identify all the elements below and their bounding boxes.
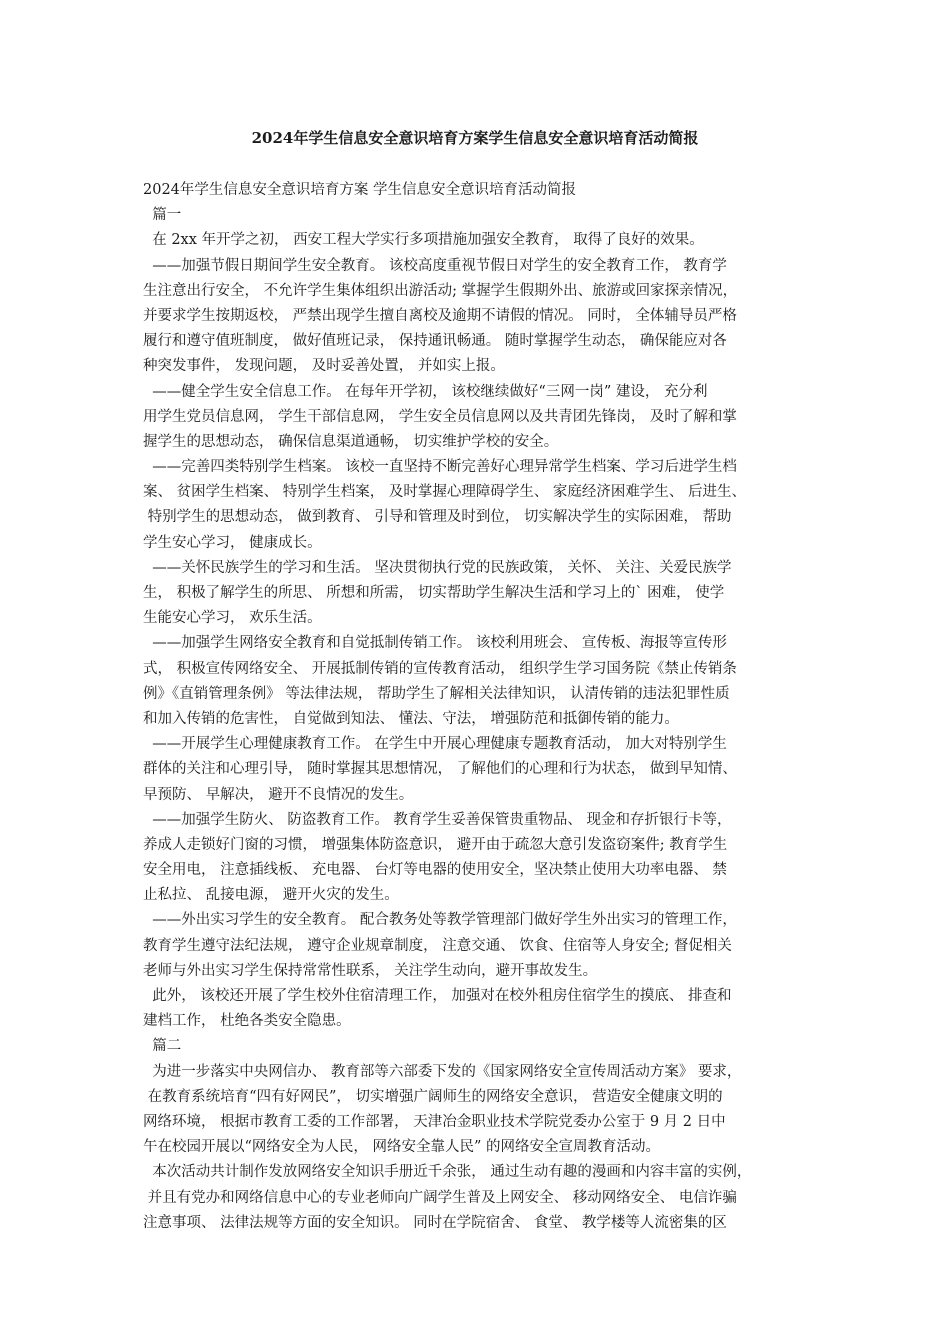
- text-line: 群体的关注和心理引导， 随时掌握其思想情况， 了解他们的心理和行为状态， 做到早知情、: [143, 761, 737, 778]
- text-line: 生注意出行安全， 不允许学生集体组织出游活动; 掌握学生假期外出、旅游或回家探亲情况，: [143, 282, 738, 299]
- text-line: ——关怀民族学生的学习和生活。 坚决贯彻执行党的民族政策， 关怀、 关注、关爱民族学: [143, 559, 732, 576]
- text-line: 注意事项、 法律法规等方面的安全知识。 同时在学院宿舍、 食堂、 教学楼等人流密集的区: [143, 1214, 727, 1231]
- text-line: 早预防、 早解决， 避开不良情况的发生。: [143, 786, 414, 803]
- text-line: 养成人走锁好门窗的习惯， 增强集体防盗意识， 避开由于疏忽大意引发盗窃案件; 教育学生: [143, 836, 728, 853]
- text-line: 为进一步落实中央网信办、 教育部等六部委下发的《国家网络安全宣传周活动方案》 要求，: [143, 1063, 742, 1080]
- text-line: 特别学生的思想动态， 做到教育、 引导和管理及时到位， 切实解决学生的实际困难， 帮助: [143, 509, 732, 526]
- text-line: 在教育系统培育“四有好网民”， 切实增强广阔师生的网络安全意识， 营造安全健康文明的: [143, 1088, 723, 1105]
- text-line: 建档工作， 杜绝各类安全隐患。: [143, 1013, 351, 1030]
- text-line: ——加强学生防火、 防盗教育工作。 教育学生妥善保管贵重物品、 现金和存折银行卡等，: [143, 811, 732, 828]
- text-line: ——完善四类特别学生档案。 该校一直坚持不断完善好心理异常学生档案、学习后进学生档: [143, 459, 737, 476]
- text-line: 老师与外出实习学生保持常常性联系， 关注学生动向，避开事故发生。: [143, 962, 598, 979]
- text-line: 式， 积极宣传网络安全、 开展抵制传销的宣传教育活动， 组织学生学习国务院《禁止传销条: [143, 660, 737, 677]
- document-title: 2024年学生信息安全意识培育方案学生信息安全意识培育活动简报: [251, 129, 699, 147]
- text-line: 在 2xx 年开学之初， 西安工程大学实行多项措施加强安全教育， 取得了良好的效果。: [143, 232, 704, 249]
- text-line: 本次活动共计制作发放网络安全知识手册近千余张， 通过生动有趣的漫画和内容丰富的实例，: [143, 1164, 752, 1181]
- text-line: ——开展学生心理健康教育工作。 在学生中开展心理健康专题教育活动， 加大对特别学生: [143, 736, 727, 753]
- text-line: 和加入传销的危害性， 自觉做到知法、 懂法、守法， 增强防范和抵御传销的能力。: [143, 710, 679, 727]
- text-line: 生能安心学习， 欢乐生活。: [143, 610, 322, 627]
- text-line: 案、 贫困学生档案、 特别学生档案， 及时掌握心理障碍学生、 家庭经济困难学生、 后进生、: [143, 484, 747, 501]
- text-line: ——加强节假日期间学生安全教育。 该校高度重视节假日对学生的安全教育工作， 教育学: [143, 257, 727, 274]
- text-line: 午在校园开展以“网络安全为人民， 网络安全靠人民” 的网络安全宣周教育活动。: [143, 1139, 661, 1156]
- text-line: 用学生党员信息网， 学生干部信息网， 学生安全员信息网以及共青团先锋岗， 及时了解和掌: [143, 408, 737, 425]
- text-line: 例》《直销管理条例》 等法律法规， 帮助学生了解相关法律知识， 认清传销的违法犯罪性质: [143, 685, 730, 702]
- text-line: 教育学生遵守法纪法规， 遵守企业规章制度， 注意交通、 饮食、住宿等人身安全; 督促相关: [143, 937, 732, 954]
- document-subtitle: 2024年学生信息安全意识培育方案 学生信息安全意识培育活动简报: [143, 182, 577, 198]
- text-line: 止私拉、 乱接电源， 避开火灾的发生。: [143, 887, 399, 904]
- text-line: 此外， 该校还开展了学生校外住宿清理工作， 加强对在校外租房住宿学生的摸底、 排查和: [143, 988, 732, 1004]
- text-line: ——外出实习学生的安全教育。 配合教务处等教学管理部门做好学生外出实习的管理工作，: [143, 912, 737, 929]
- text-line: ——加强学生网络安全教育和自觉抵制传销工作。 该校利用班会、 宣传板、海报等宣传形: [143, 635, 727, 652]
- text-line: 安全用电， 注意插线板、 充电器、 台灯等电器的使用安全，坚决禁止使用大功率电器、 禁: [143, 862, 727, 879]
- text-line: 握学生的思想动态， 确保信息渠道通畅， 切实维护学校的安全。: [143, 433, 559, 450]
- text-line: 篇二: [143, 1038, 182, 1055]
- text-line: 种突发事件， 发现问题， 及时妥善处置， 并如实上报。: [143, 358, 505, 375]
- text-line: 网络环境， 根据市教育工委的工作部署， 天津冶金职业技术学院党委办公室于 9 月 2 日中: [143, 1113, 726, 1130]
- text-line: 履行和遵守值班制度， 做好值班记录， 保持通讯畅通。 随时掌握学生动态， 确保能应对各: [143, 333, 727, 350]
- text-line: 学生安心学习， 健康成长。: [143, 534, 322, 551]
- text-line: ——健全学生安全信息工作。 在每年开学初， 该校继续做好“三网一岗” 建设， 充分利: [143, 383, 708, 400]
- text-line: 并要求学生按期返校， 严禁出现学生擅自离校及逾期不请假的情况。 同时， 全体辅导员严格: [143, 307, 737, 324]
- text-line: 篇一: [143, 207, 182, 224]
- text-line: 并且有党办和网络信息中心的专业老师向广阔学生普及上网安全、 移动网络安全、 电信诈骗: [143, 1189, 737, 1206]
- paragraph-lines: [143, 203, 823, 1236]
- text-line: 生， 积极了解学生的所思、 所想和所需， 切实帮助学生解决生活和学习上的` 困难， 使学: [143, 585, 725, 601]
- document-body: [143, 178, 823, 1236]
